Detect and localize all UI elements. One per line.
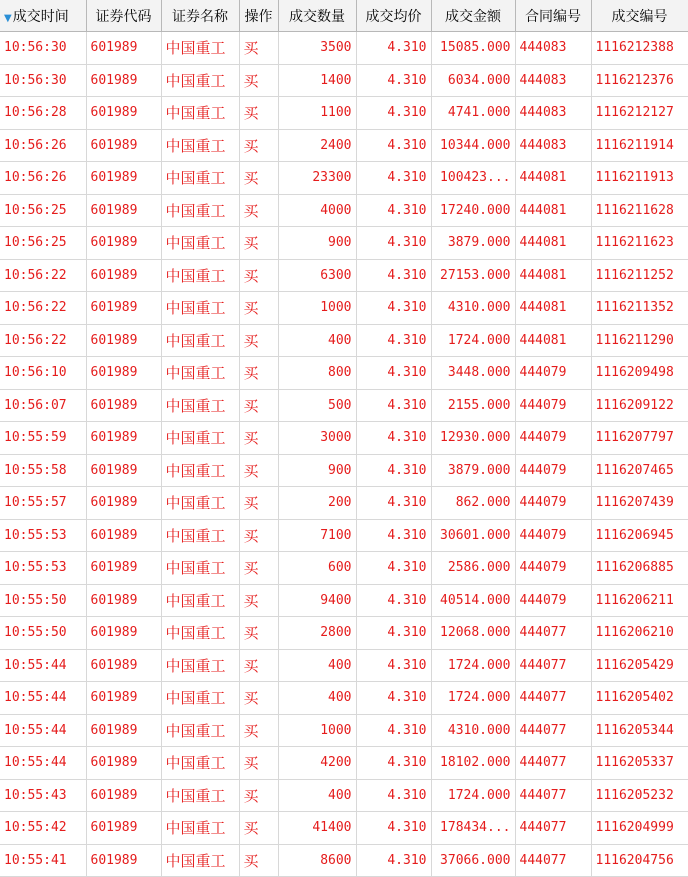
cell-security-name: 中国重工 — [161, 519, 239, 552]
cell-avg-price: 4.310 — [356, 227, 431, 260]
cell-trade-time: 10:56:22 — [0, 292, 86, 325]
cell-amount: 4741.000 — [431, 97, 515, 130]
cell-amount: 4310.000 — [431, 292, 515, 325]
cell-operation: 买 — [239, 617, 278, 650]
cell-security-code: 601989 — [86, 357, 161, 390]
cell-security-code: 601989 — [86, 487, 161, 520]
cell-avg-price: 4.310 — [356, 32, 431, 65]
cell-security-name: 中国重工 — [161, 422, 239, 455]
cell-avg-price: 4.310 — [356, 129, 431, 162]
cell-contract-no: 444083 — [515, 129, 591, 162]
cell-operation: 买 — [239, 97, 278, 130]
cell-quantity: 600 — [278, 552, 356, 585]
table-row[interactable] — [0, 649, 688, 682]
cell-quantity: 41400 — [278, 812, 356, 845]
cell-avg-price: 4.310 — [356, 97, 431, 130]
cell-quantity: 1400 — [278, 64, 356, 97]
table-body — [0, 32, 688, 877]
cell-contract-no: 444081 — [515, 259, 591, 292]
cell-avg-price: 4.310 — [356, 454, 431, 487]
cell-security-code: 601989 — [86, 389, 161, 422]
cell-security-code: 601989 — [86, 649, 161, 682]
cell-avg-price: 4.310 — [356, 812, 431, 845]
cell-operation: 买 — [239, 259, 278, 292]
cell-trade-no: 1116204999 — [591, 812, 688, 845]
cell-contract-no: 444079 — [515, 552, 591, 585]
cell-trade-time: 10:55:57 — [0, 487, 86, 520]
cell-quantity: 3500 — [278, 32, 356, 65]
cell-avg-price: 4.310 — [356, 357, 431, 390]
cell-avg-price: 4.310 — [356, 552, 431, 585]
table-row[interactable] — [0, 227, 688, 260]
table-row[interactable] — [0, 64, 688, 97]
cell-trade-time: 10:55:50 — [0, 584, 86, 617]
cell-quantity: 400 — [278, 682, 356, 715]
table-row[interactable] — [0, 714, 688, 747]
cell-contract-no: 444079 — [515, 519, 591, 552]
cell-security-name: 中国重工 — [161, 714, 239, 747]
cell-security-code: 601989 — [86, 259, 161, 292]
cell-security-code: 601989 — [86, 292, 161, 325]
cell-contract-no: 444079 — [515, 487, 591, 520]
cell-contract-no: 444083 — [515, 64, 591, 97]
cell-operation: 买 — [239, 64, 278, 97]
cell-quantity: 4000 — [278, 194, 356, 227]
cell-trade-no: 1116206211 — [591, 584, 688, 617]
cell-trade-time: 10:56:25 — [0, 194, 86, 227]
cell-security-code: 601989 — [86, 682, 161, 715]
cell-amount: 37066.000 — [431, 844, 515, 877]
cell-avg-price: 4.310 — [356, 292, 431, 325]
header-row — [0, 0, 688, 32]
cell-operation: 买 — [239, 454, 278, 487]
table-row[interactable] — [0, 487, 688, 520]
cell-security-name: 中国重工 — [161, 97, 239, 130]
cell-amount: 12930.000 — [431, 422, 515, 455]
cell-security-code: 601989 — [86, 324, 161, 357]
cell-contract-no: 444079 — [515, 357, 591, 390]
cell-contract-no: 444079 — [515, 454, 591, 487]
cell-security-name: 中国重工 — [161, 292, 239, 325]
cell-amount: 1724.000 — [431, 649, 515, 682]
cell-security-code: 601989 — [86, 714, 161, 747]
column-header-quantity[interactable]: 成交数量 — [278, 0, 356, 32]
cell-contract-no: 444081 — [515, 227, 591, 260]
cell-operation: 买 — [239, 552, 278, 585]
cell-operation: 买 — [239, 519, 278, 552]
table-row[interactable] — [0, 779, 688, 812]
table-row[interactable] — [0, 32, 688, 65]
cell-amount: 100423... — [431, 162, 515, 195]
cell-amount: 178434... — [431, 812, 515, 845]
cell-trade-no: 1116209498 — [591, 357, 688, 390]
cell-quantity: 2800 — [278, 617, 356, 650]
cell-trade-time: 10:55:50 — [0, 617, 86, 650]
table-row[interactable] — [0, 454, 688, 487]
cell-security-code: 601989 — [86, 779, 161, 812]
cell-security-code: 601989 — [86, 64, 161, 97]
cell-trade-no: 1116212376 — [591, 64, 688, 97]
cell-trade-no: 1116211623 — [591, 227, 688, 260]
cell-avg-price: 4.310 — [356, 844, 431, 877]
cell-amount: 17240.000 — [431, 194, 515, 227]
cell-security-name: 中国重工 — [161, 617, 239, 650]
cell-quantity: 2400 — [278, 129, 356, 162]
cell-security-name: 中国重工 — [161, 162, 239, 195]
cell-quantity: 7100 — [278, 519, 356, 552]
cell-contract-no: 444081 — [515, 162, 591, 195]
cell-security-code: 601989 — [86, 454, 161, 487]
cell-quantity: 1000 — [278, 292, 356, 325]
cell-amount: 1724.000 — [431, 682, 515, 715]
cell-quantity: 900 — [278, 227, 356, 260]
cell-trade-no: 1116211913 — [591, 162, 688, 195]
cell-quantity: 1000 — [278, 714, 356, 747]
cell-trade-time: 10:55:44 — [0, 747, 86, 780]
cell-security-name: 中国重工 — [161, 259, 239, 292]
cell-trade-no: 1116204756 — [591, 844, 688, 877]
cell-operation: 买 — [239, 389, 278, 422]
table-row[interactable] — [0, 259, 688, 292]
cell-operation: 买 — [239, 292, 278, 325]
table-row[interactable] — [0, 682, 688, 715]
cell-security-code: 601989 — [86, 129, 161, 162]
cell-operation: 买 — [239, 649, 278, 682]
cell-contract-no: 444083 — [515, 97, 591, 130]
cell-contract-no: 444077 — [515, 617, 591, 650]
cell-operation: 买 — [239, 129, 278, 162]
cell-trade-no: 1116211628 — [591, 194, 688, 227]
cell-amount: 1724.000 — [431, 324, 515, 357]
cell-amount: 40514.000 — [431, 584, 515, 617]
cell-trade-no: 1116205344 — [591, 714, 688, 747]
cell-security-name: 中国重工 — [161, 844, 239, 877]
cell-operation: 买 — [239, 812, 278, 845]
cell-quantity: 9400 — [278, 584, 356, 617]
cell-avg-price: 4.310 — [356, 324, 431, 357]
cell-trade-no: 1116207465 — [591, 454, 688, 487]
cell-trade-no: 1116205429 — [591, 649, 688, 682]
cell-quantity: 500 — [278, 389, 356, 422]
cell-operation: 买 — [239, 324, 278, 357]
table-row[interactable] — [0, 747, 688, 780]
cell-operation: 买 — [239, 714, 278, 747]
cell-amount: 10344.000 — [431, 129, 515, 162]
cell-security-name: 中国重工 — [161, 747, 239, 780]
cell-security-code: 601989 — [86, 747, 161, 780]
cell-security-name: 中国重工 — [161, 487, 239, 520]
cell-amount: 12068.000 — [431, 617, 515, 650]
cell-trade-no: 1116212127 — [591, 97, 688, 130]
cell-contract-no: 444079 — [515, 422, 591, 455]
cell-security-name: 中国重工 — [161, 812, 239, 845]
cell-security-code: 601989 — [86, 584, 161, 617]
cell-trade-time: 10:56:10 — [0, 357, 86, 390]
cell-security-name: 中国重工 — [161, 552, 239, 585]
cell-quantity: 400 — [278, 779, 356, 812]
cell-amount: 15085.000 — [431, 32, 515, 65]
cell-trade-time: 10:55:41 — [0, 844, 86, 877]
column-header-trade-time[interactable]: ▼成交时间 — [0, 0, 86, 32]
cell-security-code: 601989 — [86, 812, 161, 845]
cell-trade-time: 10:56:30 — [0, 64, 86, 97]
cell-contract-no: 444077 — [515, 682, 591, 715]
table-row[interactable] — [0, 422, 688, 455]
cell-operation: 买 — [239, 584, 278, 617]
cell-quantity: 4200 — [278, 747, 356, 780]
cell-avg-price: 4.310 — [356, 487, 431, 520]
cell-security-name: 中国重工 — [161, 682, 239, 715]
cell-security-code: 601989 — [86, 844, 161, 877]
cell-amount: 30601.000 — [431, 519, 515, 552]
cell-security-name: 中国重工 — [161, 227, 239, 260]
cell-quantity: 3000 — [278, 422, 356, 455]
cell-operation: 买 — [239, 779, 278, 812]
cell-avg-price: 4.310 — [356, 779, 431, 812]
cell-contract-no: 444077 — [515, 714, 591, 747]
cell-contract-no: 444077 — [515, 649, 591, 682]
cell-avg-price: 4.310 — [356, 389, 431, 422]
cell-contract-no: 444077 — [515, 747, 591, 780]
cell-quantity: 8600 — [278, 844, 356, 877]
cell-contract-no: 444079 — [515, 584, 591, 617]
cell-security-name: 中国重工 — [161, 454, 239, 487]
cell-quantity: 6300 — [278, 259, 356, 292]
cell-quantity: 200 — [278, 487, 356, 520]
column-header-trade-no[interactable]: 成交编号 — [591, 0, 688, 32]
cell-amount: 3879.000 — [431, 227, 515, 260]
cell-avg-price: 4.310 — [356, 259, 431, 292]
column-header-amount[interactable]: 成交金额 — [431, 0, 515, 32]
table-row[interactable] — [0, 389, 688, 422]
cell-trade-time: 10:56:26 — [0, 162, 86, 195]
cell-avg-price: 4.310 — [356, 714, 431, 747]
cell-security-name: 中国重工 — [161, 649, 239, 682]
cell-operation: 买 — [239, 487, 278, 520]
cell-quantity: 23300 — [278, 162, 356, 195]
cell-trade-no: 1116207797 — [591, 422, 688, 455]
cell-avg-price: 4.310 — [356, 194, 431, 227]
cell-operation: 买 — [239, 844, 278, 877]
cell-amount: 862.000 — [431, 487, 515, 520]
column-header-operation[interactable]: 操作 — [239, 0, 278, 32]
cell-contract-no: 444081 — [515, 324, 591, 357]
table-row[interactable] — [0, 292, 688, 325]
cell-quantity: 800 — [278, 357, 356, 390]
table-row[interactable] — [0, 844, 688, 877]
table-row[interactable] — [0, 129, 688, 162]
cell-security-code: 601989 — [86, 552, 161, 585]
cell-amount: 2586.000 — [431, 552, 515, 585]
cell-avg-price: 4.310 — [356, 584, 431, 617]
table-row[interactable] — [0, 617, 688, 650]
cell-trade-no: 1116211290 — [591, 324, 688, 357]
cell-amount: 3879.000 — [431, 454, 515, 487]
cell-trade-no: 1116207439 — [591, 487, 688, 520]
cell-security-code: 601989 — [86, 32, 161, 65]
cell-security-name: 中国重工 — [161, 584, 239, 617]
cell-trade-time: 10:55:53 — [0, 552, 86, 585]
cell-operation: 买 — [239, 357, 278, 390]
cell-trade-time: 10:55:53 — [0, 519, 86, 552]
cell-security-name: 中国重工 — [161, 324, 239, 357]
cell-contract-no: 444077 — [515, 844, 591, 877]
table-row[interactable] — [0, 519, 688, 552]
cell-operation: 买 — [239, 422, 278, 455]
cell-security-code: 601989 — [86, 194, 161, 227]
cell-amount: 4310.000 — [431, 714, 515, 747]
cell-trade-time: 10:56:22 — [0, 324, 86, 357]
cell-amount: 18102.000 — [431, 747, 515, 780]
cell-operation: 买 — [239, 32, 278, 65]
cell-security-name: 中国重工 — [161, 357, 239, 390]
cell-trade-time: 10:55:44 — [0, 682, 86, 715]
cell-contract-no: 444079 — [515, 389, 591, 422]
cell-trade-no: 1116206885 — [591, 552, 688, 585]
cell-trade-time: 10:56:28 — [0, 97, 86, 130]
sort-desc-icon: ▼ — [4, 12, 12, 24]
cell-trade-time: 10:55:42 — [0, 812, 86, 845]
cell-operation: 买 — [239, 747, 278, 780]
cell-trade-time: 10:55:44 — [0, 649, 86, 682]
cell-trade-no: 1116206945 — [591, 519, 688, 552]
cell-security-name: 中国重工 — [161, 129, 239, 162]
column-header-avg-price[interactable]: 成交均价 — [356, 0, 431, 32]
cell-security-code: 601989 — [86, 617, 161, 650]
table-row[interactable] — [0, 162, 688, 195]
cell-avg-price: 4.310 — [356, 617, 431, 650]
cell-security-code: 601989 — [86, 422, 161, 455]
cell-contract-no: 444077 — [515, 779, 591, 812]
column-header-contract-no[interactable]: 合同编号 — [515, 0, 591, 32]
table-row[interactable] — [0, 552, 688, 585]
cell-quantity: 900 — [278, 454, 356, 487]
cell-avg-price: 4.310 — [356, 422, 431, 455]
cell-security-code: 601989 — [86, 162, 161, 195]
cell-trade-no: 1116211252 — [591, 259, 688, 292]
cell-amount: 1724.000 — [431, 779, 515, 812]
table-row[interactable] — [0, 194, 688, 227]
cell-trade-time: 10:55:44 — [0, 714, 86, 747]
cell-operation: 买 — [239, 194, 278, 227]
column-header-security-code[interactable]: 证券代码 — [86, 0, 161, 32]
cell-security-code: 601989 — [86, 97, 161, 130]
cell-security-code: 601989 — [86, 519, 161, 552]
cell-avg-price: 4.310 — [356, 649, 431, 682]
cell-trade-time: 10:56:30 — [0, 32, 86, 65]
cell-operation: 买 — [239, 682, 278, 715]
cell-security-code: 601989 — [86, 227, 161, 260]
cell-amount: 6034.000 — [431, 64, 515, 97]
cell-security-name: 中国重工 — [161, 32, 239, 65]
cell-trade-time: 10:55:59 — [0, 422, 86, 455]
cell-quantity: 1100 — [278, 97, 356, 130]
cell-avg-price: 4.310 — [356, 747, 431, 780]
cell-trade-no: 1116205402 — [591, 682, 688, 715]
cell-operation: 买 — [239, 162, 278, 195]
table-row[interactable] — [0, 357, 688, 390]
cell-trade-no: 1116211914 — [591, 129, 688, 162]
cell-avg-price: 4.310 — [356, 162, 431, 195]
cell-security-name: 中国重工 — [161, 389, 239, 422]
cell-operation: 买 — [239, 227, 278, 260]
cell-amount: 27153.000 — [431, 259, 515, 292]
cell-avg-price: 4.310 — [356, 682, 431, 715]
table-row[interactable] — [0, 812, 688, 845]
cell-trade-no: 1116212388 — [591, 32, 688, 65]
cell-security-name: 中国重工 — [161, 194, 239, 227]
table-row[interactable] — [0, 584, 688, 617]
cell-quantity: 400 — [278, 324, 356, 357]
cell-amount: 2155.000 — [431, 389, 515, 422]
cell-security-name: 中国重工 — [161, 779, 239, 812]
table-row[interactable] — [0, 324, 688, 357]
cell-security-name: 中国重工 — [161, 64, 239, 97]
cell-contract-no: 444081 — [515, 194, 591, 227]
cell-amount: 3448.000 — [431, 357, 515, 390]
cell-trade-time: 10:56:22 — [0, 259, 86, 292]
column-header-security-name[interactable]: 证券名称 — [161, 0, 239, 32]
cell-trade-time: 10:56:25 — [0, 227, 86, 260]
cell-avg-price: 4.310 — [356, 64, 431, 97]
cell-trade-time: 10:55:58 — [0, 454, 86, 487]
cell-contract-no: 444083 — [515, 32, 591, 65]
cell-trade-no: 1116209122 — [591, 389, 688, 422]
cell-trade-time: 10:56:07 — [0, 389, 86, 422]
cell-avg-price: 4.310 — [356, 519, 431, 552]
cell-trade-time: 10:55:43 — [0, 779, 86, 812]
table-row[interactable] — [0, 97, 688, 130]
cell-contract-no: 444077 — [515, 812, 591, 845]
cell-contract-no: 444081 — [515, 292, 591, 325]
cell-trade-no: 1116205232 — [591, 779, 688, 812]
cell-trade-no: 1116211352 — [591, 292, 688, 325]
cell-trade-no: 1116206210 — [591, 617, 688, 650]
cell-trade-time: 10:56:26 — [0, 129, 86, 162]
cell-quantity: 400 — [278, 649, 356, 682]
cell-trade-no: 1116205337 — [591, 747, 688, 780]
